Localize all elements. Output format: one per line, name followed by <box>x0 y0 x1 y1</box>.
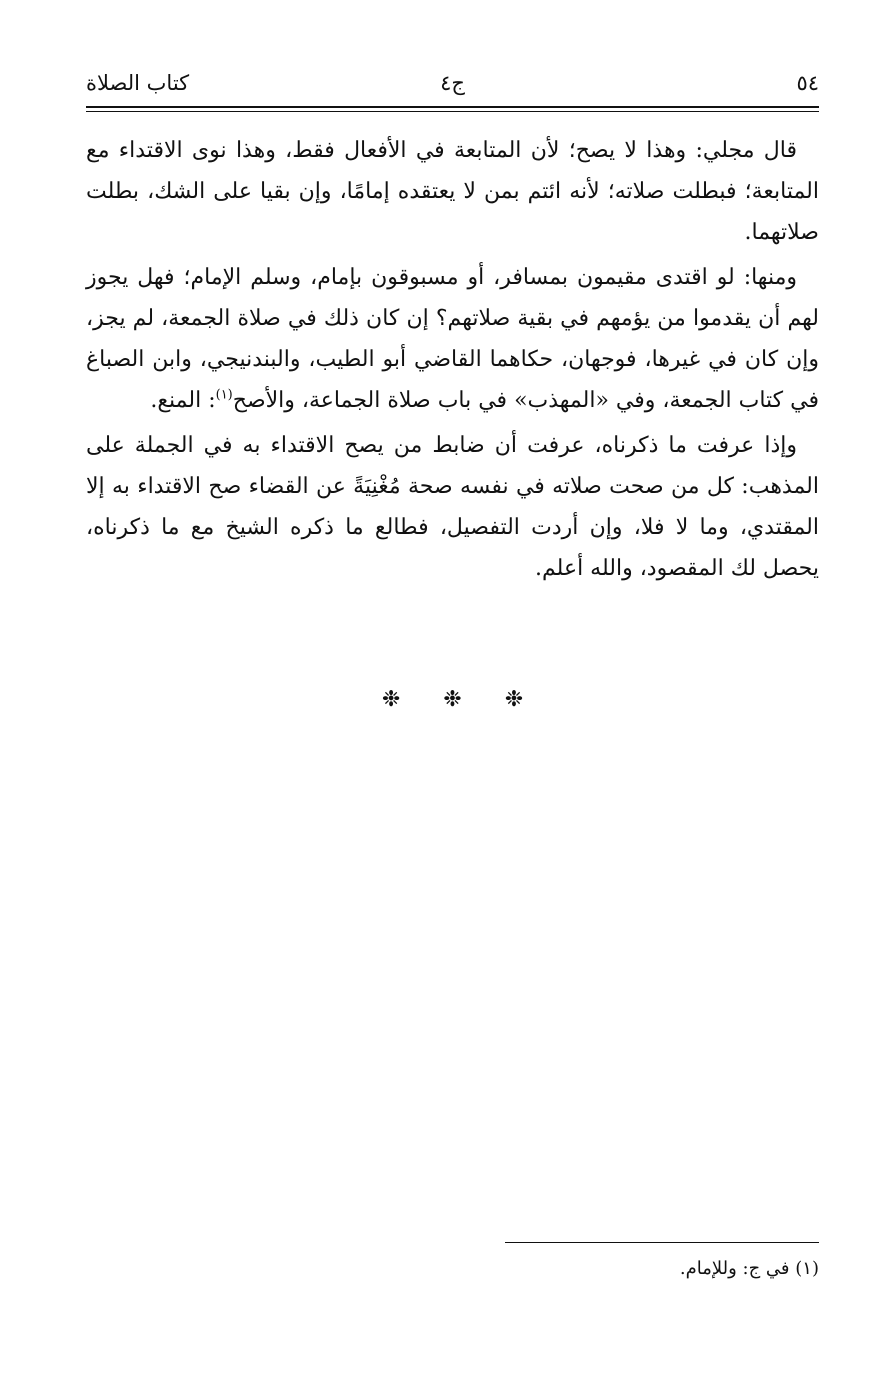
footnote <box>86 1254 819 1284</box>
asterism-icon: ❉ <box>381 687 401 712</box>
asterism-icon: ❉ <box>504 687 524 712</box>
asterism-icon: ❉ <box>443 687 462 712</box>
paragraph-1-text: قال مجلي: وهذا لا يصح؛ لأن المتابعة في الأفعال فقط، وهذا نوى الاقتداء مع المتابعة؛ فبطلت صلاته؛ لأنه ائتم بمن لا يعتقده إمامًا، وإن بقيا على الشك، بطلت صلاتهما. <box>86 138 819 245</box>
section-separator <box>86 683 819 717</box>
page-number: ٥٤ <box>796 71 819 95</box>
paragraph-3-text: وإذا عرفت ما ذكرناه، عرفت أن ضابط من يصح الاقتداء به في الجملة على المذهب: كل من صحت صلاته في نفسه صحة مُغْنِيَةً عن القضاء صح الاقتداء به إلا المقتدي، وما لا فلا، وإن أردت التفصيل، فطالع ما ذكره الشيخ مع ما ذكرناه، يحصل لك المقصود، والله أعلم. <box>86 433 819 581</box>
paragraph-2-tail: : المنع. <box>150 388 216 413</box>
header-rule-thin <box>86 111 819 112</box>
paragraph-2-text: ومنها: لو اقتدى مقيمون بمسافر، أو مسبوقون بإمام، وسلم الإمام؛ فهل يجوز لهم أن يقدموا من يؤمهم في بقية صلاتهم؟ إن كان ذلك في صلاة الجمعة، لم يجز، وإن كان في غيرها، فوجهان، حكاهما القاضي أبو الطيب، والبندنيجي، وابن الصباغ في كتاب الجمعة، وفي «المهذب» في باب صلاة الجماعة، والأصح <box>86 265 819 413</box>
book-title: كتاب الصلاة <box>86 71 190 95</box>
main-text <box>86 130 819 593</box>
footnote-number: (١) <box>795 1258 819 1279</box>
footnote-text: في ج: وللإمام. <box>679 1258 790 1279</box>
header-rule-thick <box>86 106 819 108</box>
paragraph-2 <box>86 257 819 421</box>
volume-label: ج٤ <box>440 71 465 95</box>
paragraph-1 <box>86 130 819 253</box>
footnote-rule <box>505 1242 819 1243</box>
paragraph-3 <box>86 425 819 589</box>
running-header <box>86 66 819 100</box>
footnote-reference[interactable]: (١) <box>215 387 233 403</box>
